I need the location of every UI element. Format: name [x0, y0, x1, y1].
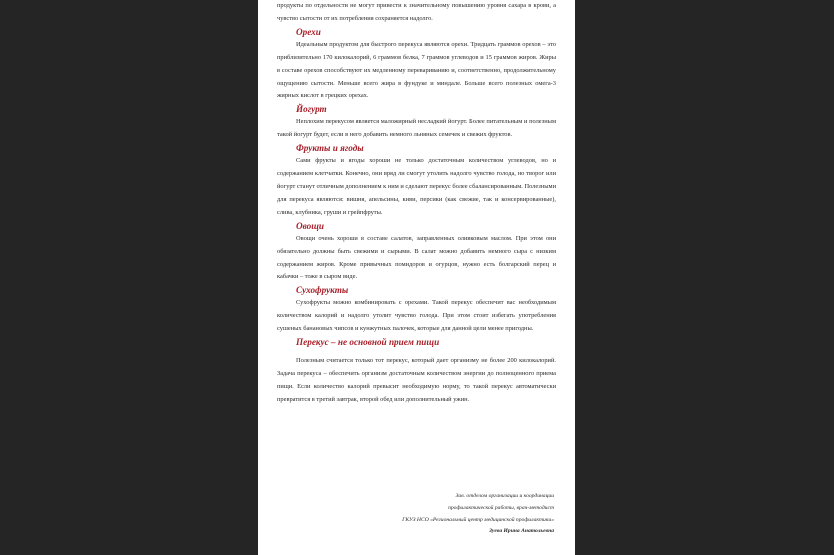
section-vegetables — [277, 220, 556, 285]
section-text: Сухофрукты можно комбинировать с орехами. Такой перекус обеспечит вас необходимым количеством калорий и надолго утолит чувство голода. При этом стоит избегать употребления сушеных банановых чипсов и кунжутных палочек, которые для данной цели менее пригодны. — [277, 299, 556, 333]
section-fruits — [277, 142, 556, 220]
signature-line: ГКУЗ НСО «Региональный центр медицинской профилактики» — [402, 516, 554, 523]
signature-line: профилактической работы, врач-методист — [448, 504, 554, 511]
section-heading: Сухофрукты — [296, 285, 349, 296]
section-text: Овощи очень хороши в составе салатов, заправленных оливковым маслом. При этом они обязательно должны быть свежими и сырыми. В салат можно добавить немного сыра с низким содержанием жиров. Кроме привычных помидоров и огурцов, нужно есть болгарский перец и кабачки – тоже в сыром виде. — [277, 234, 556, 281]
section-text: Неплохим перекусом является маложирный несладкий йогурт. Более питательным и полезным такой йогурт будет, если в него добавить немного льняных семечек и свежих фруктов. — [277, 118, 556, 139]
section-heading: Фрукты и ягоды — [296, 143, 364, 154]
signature-block — [294, 491, 554, 538]
section-heading: Перекус – не основной прием пищи — [296, 337, 440, 348]
section-final — [277, 336, 556, 407]
section-yogurt — [277, 103, 556, 142]
signature-line: Зав. отделом организации и координации — [455, 493, 554, 499]
section-heading: Йогурт — [296, 104, 327, 115]
section-text: Идеальным продуктом для быстрого перекуса являются орехи. Тридцать граммов орехов – это приблизительно 170 килокалорий, 6 граммов белка, 7 граммов углеводов и 15 граммов жиров. Жиры в составе орехов способствуют их медленному перевариванию и, соответственно, продолжительному ощущению сытости. Меньше всего жира в фундуке и миндале. Больше всего полезных омега-3 жирных кислот в грецких орехах. — [277, 40, 556, 100]
section-heading: Овощи — [296, 220, 324, 231]
intro-paragraph: продукты по отдельности не могут привести к значительному повышению уровня сахара в крови, а чувство сытости от их потребления сохраняется надолго. — [277, 2, 556, 22]
section-heading: Орехи — [296, 26, 321, 37]
signature-name: Зуева Ирина Анатольевна — [489, 528, 554, 535]
section-text: Полезным считается только тот перекус, который дает организму не более 200 килокалорий. Задача перекуса – обеспечить организм достаточным количеством энергии до полноценного приема пищи. Если количество калорий превысит необходимую норму, то такой перекус автоматически превратится в третий завтрак, второй обед или дополнительный ужин. — [277, 357, 556, 403]
document-page — [258, 0, 575, 555]
section-dried-fruits — [277, 284, 556, 336]
section-nuts — [277, 26, 556, 104]
section-text: Сами фрукты и ягоды хороши не только достаточным количеством углеводов, но и содержанием клетчатки. Конечно, они вряд ли смогут утолить надолго чувство голода, но творог или йогурт станут отличным дополнением к ним и сделают перекус более сбалансированным. Полезными для перекуса являются: вишня, апельсины, киви, персики (как свежие, так и консервированные), слива, клубника, груши и грейпфруты. — [277, 157, 556, 216]
